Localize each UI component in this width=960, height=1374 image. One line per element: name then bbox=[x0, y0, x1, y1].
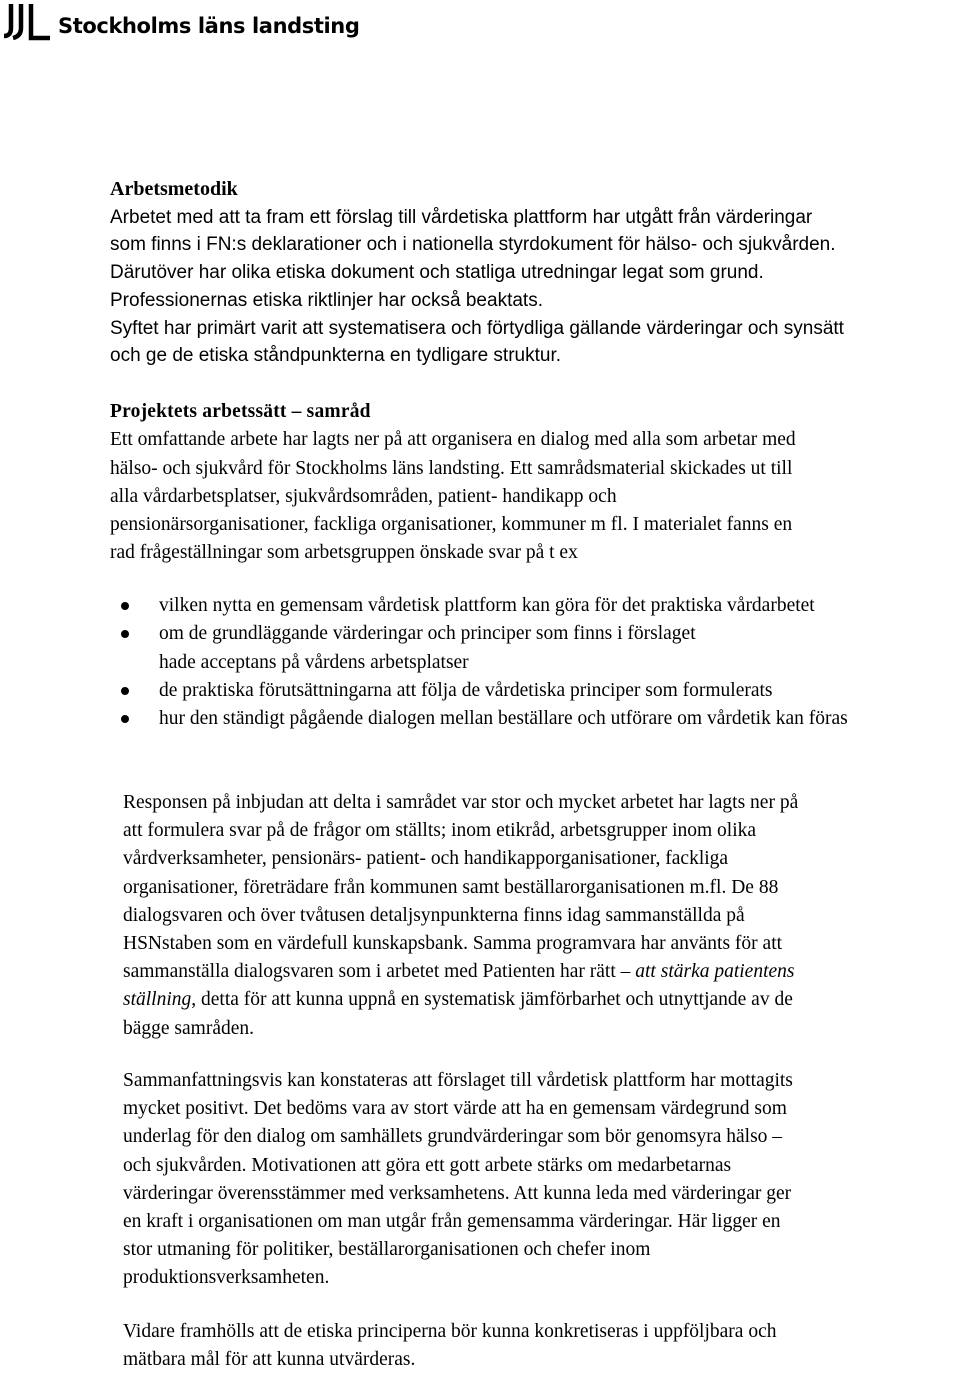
text-line: hälso- och sjukvård för Stockholms läns landsting. Ett samrådsmaterial skickades ut till bbox=[110, 457, 793, 479]
sll-logo-icon bbox=[2, 2, 52, 42]
list-item-text: vilken nytta en gemensam vårdetisk plattform kan göra för det praktiska vårdarbetet bbox=[159, 595, 815, 616]
text-line: mycket positivt. Det bedöms vara av stort värde att ha en gemensam värdegrund som bbox=[123, 1098, 787, 1120]
text-segment: , detta för att kunna uppnå en systematisk jämförbarhet och utnyttjande av de bbox=[191, 989, 793, 1011]
bullet-icon bbox=[121, 687, 129, 695]
section-heading: Arbetsmetodik bbox=[110, 178, 238, 200]
section-arbetsmetodik bbox=[110, 176, 950, 370]
letterhead bbox=[0, 0, 400, 48]
text-line: Professionernas etiska riktlinjer har också beaktats. bbox=[110, 289, 543, 311]
text-line: pensionärsorganisationer, fackliga organisationer, kommuner m fl. I materialet fanns en bbox=[110, 514, 793, 536]
list-item bbox=[110, 592, 960, 620]
text-line: dialogsvaren och över tvåtusen detaljsynpunkterna finns idag sammanställda på bbox=[123, 904, 745, 926]
text-line: att formulera svar på de frågor om ställts; inom etikråd, arbetsgrupper inom olika bbox=[123, 820, 757, 842]
report-title-italic: ställning bbox=[123, 989, 192, 1011]
text-line: bägge samråden. bbox=[123, 1017, 255, 1039]
paragraph-sammanfattning bbox=[123, 1067, 953, 1293]
list-item bbox=[110, 705, 949, 733]
text-line: Vidare framhölls att de etiska principerna bör kunna konkretiseras i uppföljbara och bbox=[123, 1321, 777, 1342]
text-line: och ge de etiska ståndpunkterna en tydligare struktur. bbox=[110, 345, 561, 367]
text-line: HSNstaben som en värdefull kunskapsbank. Samma programvara har använts för att bbox=[123, 933, 783, 955]
list-item-text: hur den ständigt pågående dialogen mellan beställare och utförare om vårdetik kan föras bbox=[159, 708, 848, 730]
text-line: som finns i FN:s deklarationer och i nationella styrdokument för hälso- och sjukvården. bbox=[110, 234, 836, 256]
text-line: Därutöver har olika etiska dokument och statliga utredningar legat som grund. bbox=[110, 262, 764, 284]
section-arbetssatt bbox=[110, 398, 950, 568]
bullet-icon bbox=[121, 715, 129, 723]
report-title-italic: att stärka patientens bbox=[635, 961, 795, 983]
paragraph-responsen bbox=[123, 789, 953, 1043]
text-line: underlag för den dialog om samhällets grundvärderingar som bör genomsyra hälso – bbox=[123, 1126, 783, 1148]
text-segment: sammanställa dialogsvaren som i arbetet med Patienten har rätt – bbox=[123, 961, 636, 983]
text-line: stor utmaning för politiker, beställarorganisationen och chefer inom bbox=[123, 1239, 651, 1261]
list-item bbox=[110, 620, 719, 677]
bullet-icon bbox=[121, 630, 129, 638]
question-list bbox=[110, 592, 960, 733]
text-line: mätbara mål för att kunna utvärderas. bbox=[123, 1349, 416, 1371]
text-line bbox=[123, 986, 953, 1014]
text-line bbox=[123, 958, 953, 986]
bullet-icon bbox=[121, 602, 129, 610]
text-line: organisationer, företrädare från kommunen samt beställarorganisationen m.fl. De 88 bbox=[123, 876, 779, 898]
organization-name: Stockholms läns landsting bbox=[58, 14, 360, 38]
list-item-text: de praktiska förutsättningarna att följa de vårdetiska principer som formulerats bbox=[159, 679, 773, 701]
paragraph-vidare bbox=[123, 1318, 953, 1374]
text-line: Sammanfattningsvis kan konstateras att förslaget till vårdetisk plattform har mottagits bbox=[123, 1070, 793, 1091]
text-line: alla vårdarbetsplatser, sjukvårdsområden, patient- handikapp och bbox=[110, 485, 617, 507]
text-line: Syftet har primärt varit att systematisera och förtydliga gällande värderingar och synsätt bbox=[110, 317, 844, 339]
text-line: produktionsverksamheten. bbox=[123, 1267, 330, 1289]
section-heading: Projektets arbetssätt – samråd bbox=[110, 401, 371, 422]
list-item-text: om de grundläggande värderingar och principer som finns i förslaget hade acceptans på vårdens arbetsplatser bbox=[159, 623, 696, 673]
text-line: vårdverksamheter, pensionärs- patient- och handikapporganisationer, fackliga bbox=[123, 848, 729, 870]
text-line: rad frågeställningar som arbetsgruppen önskade svar på t ex bbox=[110, 542, 578, 564]
text-line: Ett omfattande arbete har lagts ner på att organisera en dialog med alla som arbetar med bbox=[110, 429, 796, 451]
text-line: en kraft i organisationen om man utgår från gemensamma värderingar. Här ligger en bbox=[123, 1211, 781, 1233]
text-line: Responsen på inbjudan att delta i samrådet var stor och mycket arbetet har lagts ner på bbox=[123, 792, 799, 813]
list-item bbox=[110, 677, 960, 705]
text-line: Arbetet med att ta fram ett förslag till vårdetiska plattform har utgått från värderingar bbox=[110, 206, 813, 228]
text-line: och sjukvården. Motivationen att göra ett gott arbete stärks om medarbetarnas bbox=[123, 1154, 732, 1176]
text-line: värderingar överensstämmer med verksamhetens. Att kunna leda med värderingar ger bbox=[123, 1182, 792, 1204]
